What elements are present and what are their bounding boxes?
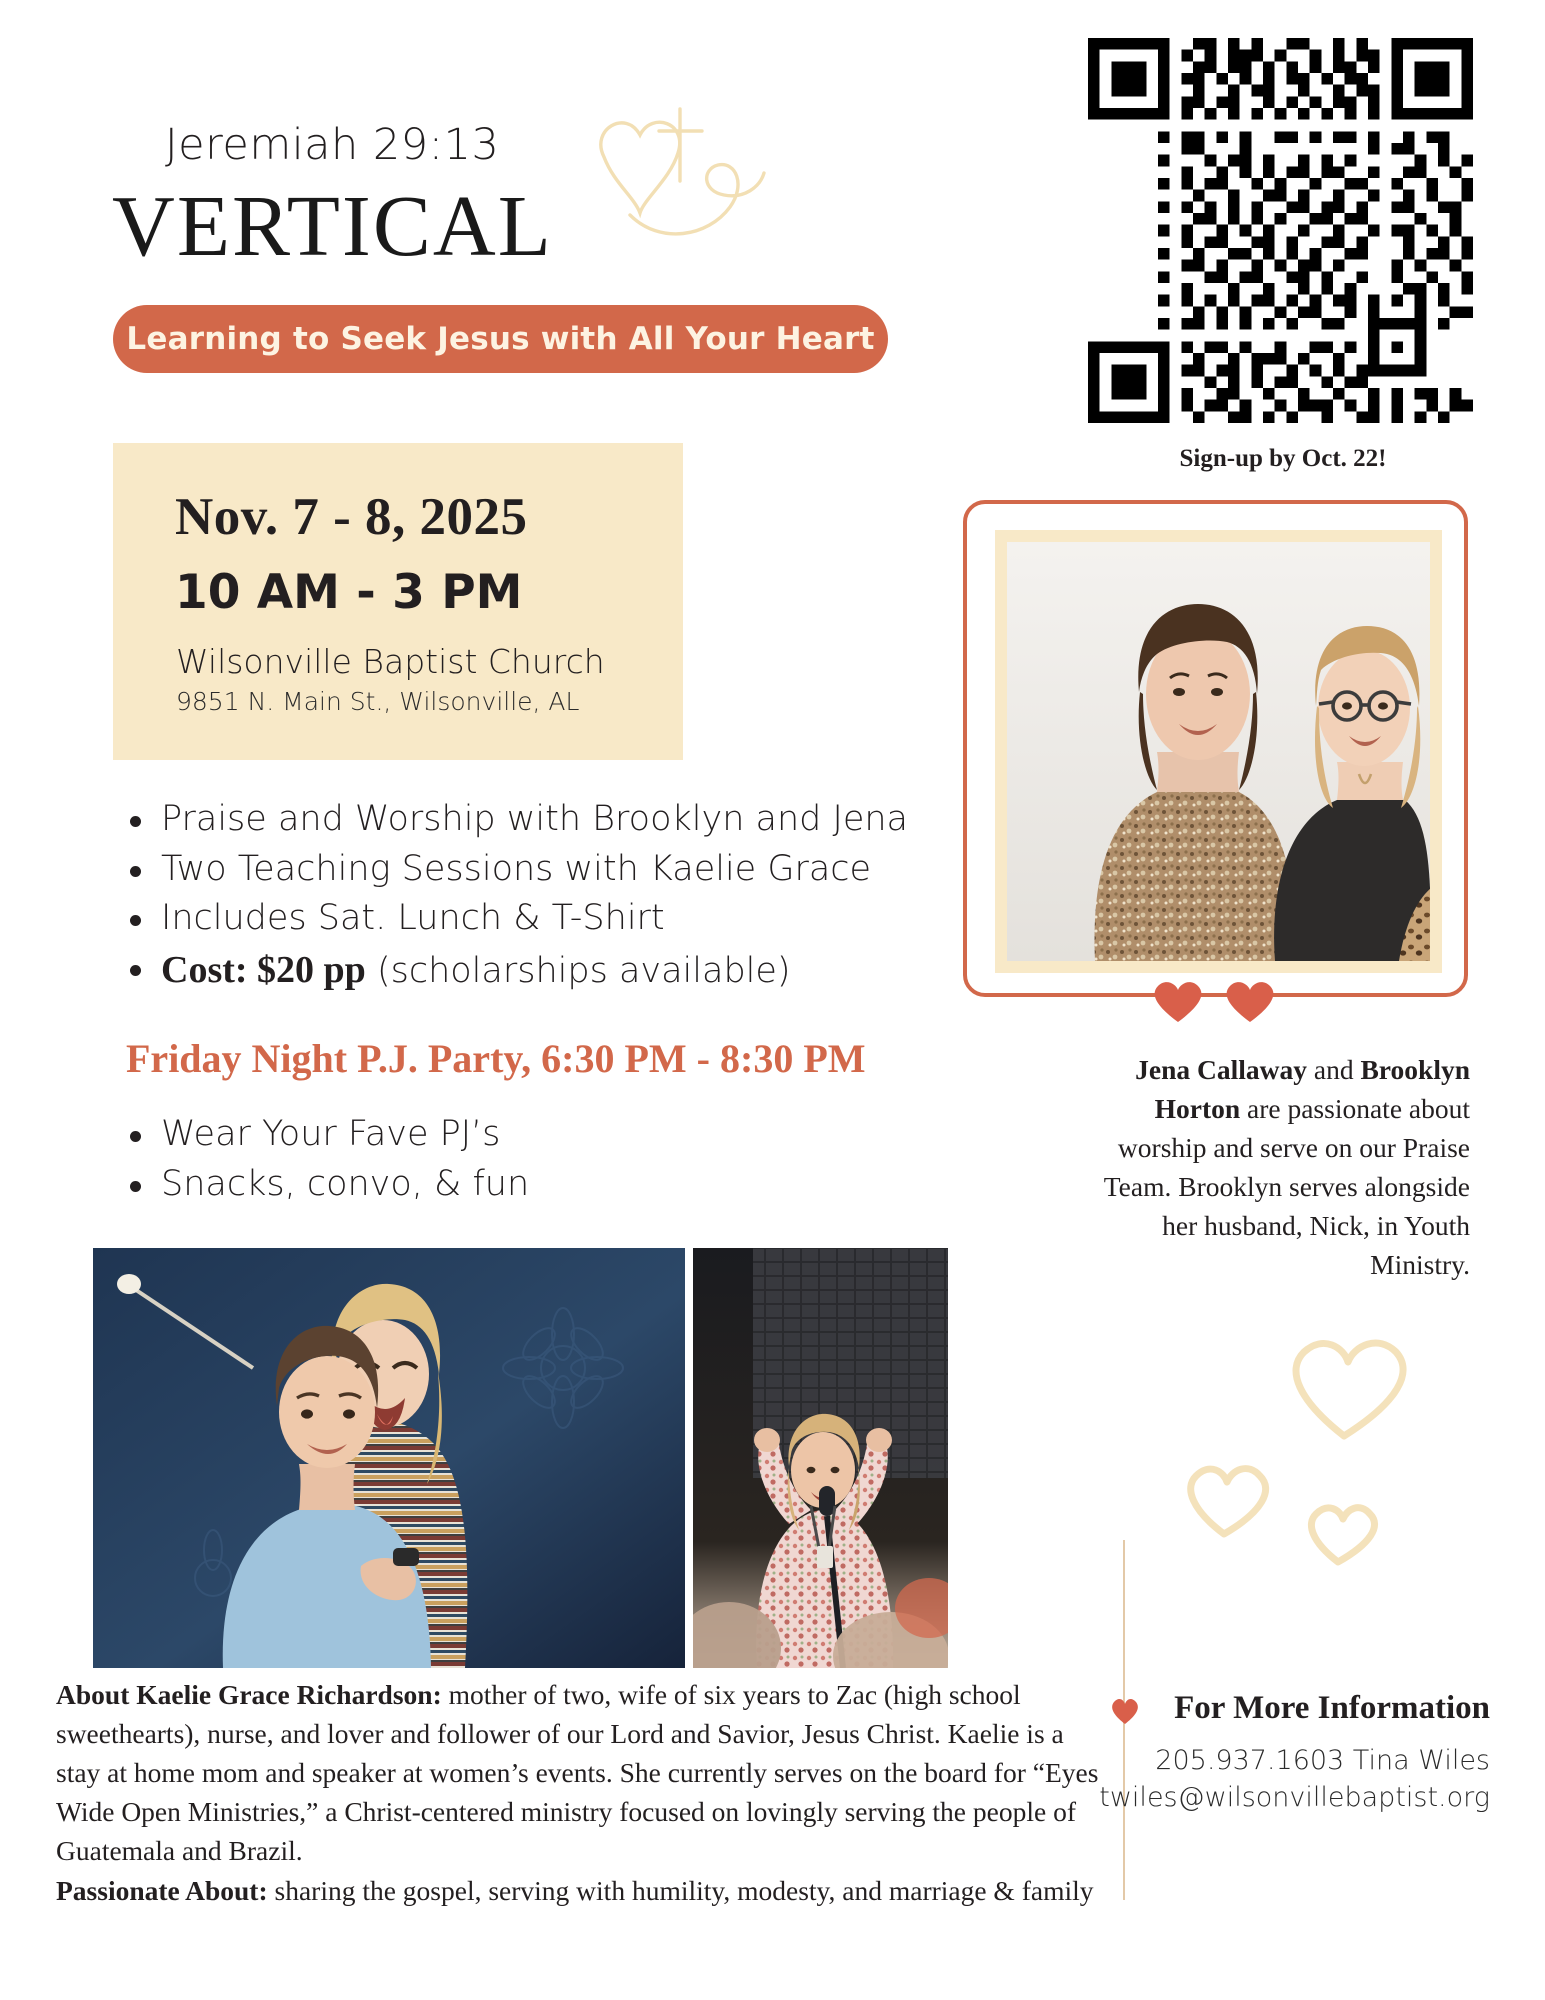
contact-phone[interactable]: 205.937.1603 Tina Wiles — [1155, 1745, 1490, 1776]
event-address: 9851 N. Main St., Wilsonville, AL — [176, 687, 580, 716]
worship-leaders-bio — [1090, 1050, 1470, 1284]
speaker-name-jena: Jena Callaway — [1135, 1054, 1307, 1085]
cost-label: Cost: $20 pp — [161, 949, 366, 992]
event-details-panel — [113, 443, 683, 760]
signup-deadline-caption: Sign-up by Oct. 22! — [1179, 445, 1387, 472]
speaker-name-brooklyn: Brooklyn Horton — [1154, 1054, 1470, 1125]
bio-body: are passionate about worship and serve on our Praise Team. Brooklyn serves alongside her husband, Nick, in Youth Ministry. — [1103, 1093, 1470, 1281]
tagline-text: Learning to Seek Jesus with All Your Heart — [126, 321, 875, 357]
heart-cross-flourish-icon — [560, 95, 770, 270]
event-date: Nov. 7 - 8, 2025 — [175, 488, 528, 546]
list-item-label: Wear Your Fave PJ’s — [161, 1114, 501, 1154]
list-item-label: Two Teaching Sessions with Kaelie Grace — [161, 848, 872, 889]
cost-note: (scholarships available) — [365, 951, 791, 992]
more-information-heading — [1110, 1690, 1490, 1727]
list-item — [113, 845, 913, 895]
worship-leaders-card — [963, 500, 1468, 997]
pj-party-heading: Friday Night P.J. Party, 6:30 PM - 8:30 PM — [126, 1036, 866, 1081]
worship-leaders-photo-frame — [995, 530, 1442, 973]
passionate-about-paragraph — [56, 1871, 1101, 1910]
more-information-label: For More Information — [1174, 1690, 1490, 1726]
list-item — [113, 795, 913, 845]
list-item-cost — [113, 944, 913, 998]
passionate-body: sharing the gospel, serving with humility, modesty, and marriage & family — [267, 1875, 1094, 1907]
list-item-label: Snacks, convo, & fun — [161, 1163, 530, 1204]
about-paragraph — [56, 1675, 1101, 1870]
list-item — [113, 894, 913, 944]
page-title: VERTICAL — [112, 177, 553, 274]
woman-speaking-microphone-photo — [693, 1248, 948, 1668]
qr-code-icon[interactable] — [1088, 38, 1473, 423]
list-item-label: Includes Sat. Lunch & T-Shirt — [161, 898, 665, 939]
about-body: mother of two, wife of six years to Zac (high school sweethearts), nurse, and lover and follower of our Lord and Savior, Jesus Christ. Kaelie is a stay at home mom and speaker at women’s events. She currently serves on the board for “Eyes Wide Open Ministries,” a Christ-centered ministry focused on lovingly serving the people of Guatemala and Brazil. — [56, 1679, 1099, 1867]
list-item-label: Praise and Worship with Brooklyn and Jena — [161, 799, 908, 839]
about-speaker-text — [56, 1675, 1101, 1911]
couple-piggyback-photo — [93, 1248, 685, 1668]
contact-email[interactable]: twiles@wilsonvillebaptist.org — [1099, 1782, 1490, 1814]
outline-hearts-decoration-icon — [1148, 1330, 1448, 1580]
about-label: About Kaelie Grace Richardson: — [56, 1679, 442, 1710]
two-women-photo — [1007, 542, 1430, 961]
photo-row — [93, 1248, 948, 1668]
tagline-banner — [113, 305, 888, 373]
list-item — [113, 1110, 813, 1160]
contact-block — [1060, 1742, 1490, 1817]
bio-conjunction: and — [1307, 1054, 1361, 1085]
verse-reference: Jeremiah 29:13 — [165, 120, 500, 170]
list-item — [113, 1160, 813, 1210]
event-features-list — [113, 795, 913, 998]
two-hearts-icon — [1148, 978, 1288, 1024]
event-venue: Wilsonville Baptist Church — [176, 642, 605, 681]
pj-party-list — [113, 1110, 813, 1209]
passionate-label: Passionate About: — [56, 1875, 268, 1907]
event-time: 10 AM - 3 PM — [175, 565, 523, 620]
